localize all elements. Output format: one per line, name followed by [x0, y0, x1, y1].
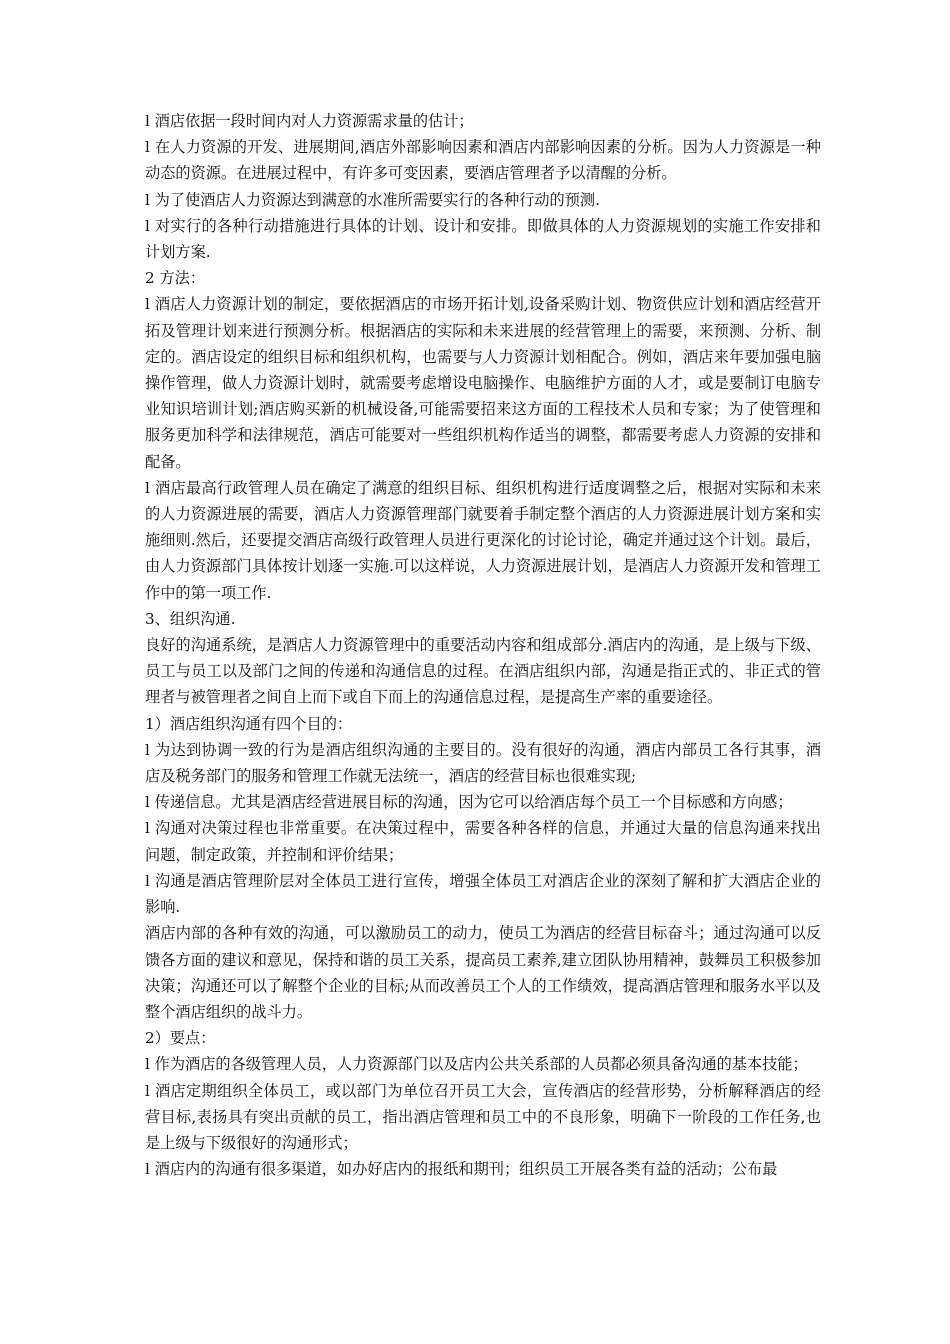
paragraph: l 酒店依据一段时间内对人力资源需求量的估计； [145, 112, 474, 130]
paragraph: l 酒店定期组织全体员工，或以部门为单位召开员工大会，宣传酒店的经营形势，分析解释酒店的经营目标,表扬具有突出贡献的员工，指出酒店管理和员工中的不良形象，明确下一阶段的工作任务,也是上级与下级很好的沟通形式； [145, 1081, 821, 1152]
paragraph: l 作为酒店的各级管理人员，人力资源部门以及店内公共关系部的人员都必须具备沟通的基本技能； [145, 1055, 808, 1074]
paragraph: 良好的沟通系统，是酒店人力资源管理中的重要活动内容和组成部分.酒店内的沟通，是上级与下级、员工与员工以及部门之间的传递和沟通信息的过程。在酒店组织内部，沟通是指正式的、非正式的管理者与被管理者之间自上而下或自下而上的沟通信息过程，是提高生产率的重要途径。 [145, 636, 821, 707]
paragraph: l 为达到协调一致的行为是酒店组织沟通的主要目的。没有很好的沟通，酒店内部员工各行其事，酒店及税务部门的服务和管理工作就无法统一，酒店的经营目标也很难实现; [145, 740, 821, 786]
paragraph: l 为了使酒店人力资源达到满意的水准所需要实行的各种行动的预测. [145, 190, 600, 209]
subsection-heading: 2）要点： [145, 1029, 216, 1048]
paragraph: l 沟通是酒店管理阶层对全体员工进行宣传，增强全体员工对酒店企业的深刻了解和扩大酒店企业的影响. [145, 871, 821, 917]
paragraph: 酒店内部的各种有效的沟通，可以激励员工的动力，使员工为酒店的经营目标奋斗；通过沟通可以反馈各方面的建议和意见，保持和谐的员工关系，提高员工素养,建立团队协用精神，鼓舞员工积极参加决策；沟通还可以了解整个企业的目标;从而改善员工个人的工作绩效，提高酒店管理和服务水平以及整个酒店组织的战斗力。 [145, 924, 821, 1021]
paragraph: l 对实行的各种行动措施进行具体的计划、设计和安排。即做具体的人力资源规划的实施工作安排和计划方案. [145, 216, 821, 262]
paragraph: l 酒店最高行政管理人员在确定了满意的组织目标、组织机构进行适度调整之后，根据对实际和未来的人力资源进展的需要，酒店人力资源管理部门就要着手制定整个酒店的人力资源进展计划方案和实施细则.然后，还要提交酒店高级行政管理人员进行更深化的讨论讨论，确定并通过这个计划。最后，由人力资源部门具体按计划逐一实施.可以这样说，人力资源进展计划，是酒店人力资源开发和管理工作中的第一项工作. [145, 478, 821, 602]
paragraph: l 在人力资源的开发、进展期间,酒店外部影响因素和酒店内部影响因素的分析。因为人力资源是一种动态的资源。在进展过程中，有许多可变因素，要酒店管理者予以清醒的分析。 [145, 138, 821, 183]
paragraph: l 沟通对决策过程也非常重要。在决策过程中，需要各种各样的信息，并通过大量的信息沟通来找出问题，制定政策，并控制和评价结果； [145, 819, 821, 864]
subsection-heading: 1）酒店组织沟通有四个目的： [145, 714, 353, 733]
paragraph: l 酒店内的沟通有很多渠道，如办好店内的报纸和期刊；组织员工开展各类有益的活动；公布最 [145, 1160, 778, 1179]
document-body [145, 108, 821, 1182]
paragraph: l 传递信息。尤其是酒店经营进展目标的沟通，因为它可以给酒店每个员工一个目标感和方向感； [145, 793, 793, 812]
section-heading: 3、组织沟通. [145, 609, 236, 628]
paragraph: l 酒店人力资源计划的制定，要依据酒店的市场开拓计划,设备采购计划、物资供应计划和酒店经营开拓及管理计划来进行预测分析。根据酒店的实际和未来进展的经营管理上的需要，来预测、分析、制定的。酒店设定的组织目标和组织机构，也需要与人力资源计划相配合。例如，酒店来年要加强电脑操作管理，做人力资源计划时，就需要考虑增设电脑操作、电脑维护方面的人才，或是要制订电脑专业知识培训计划;酒店购买新的机械设备,可能需要招来这方面的工程技术人员和专家；为了使管理和服务更加科学和法律规范，酒店可能要对一些组织机构作适当的调整，都需要考虑人力资源的安排和配备。 [145, 295, 821, 471]
section-heading: 2 方法： [145, 269, 206, 288]
